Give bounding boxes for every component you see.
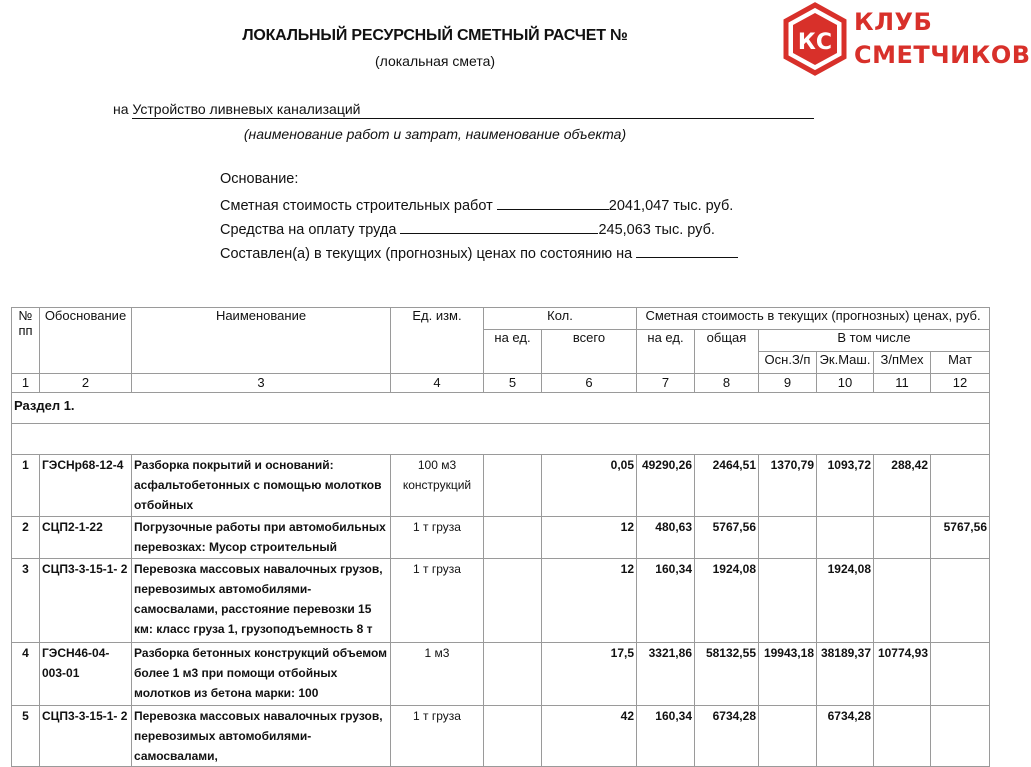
club-logo bbox=[782, 2, 1031, 78]
row-material: 5767,56 bbox=[931, 517, 990, 559]
row-wage: 1370,79 bbox=[759, 455, 817, 517]
header-mech-wage: З/пМех bbox=[874, 352, 931, 374]
table-row bbox=[12, 517, 990, 559]
row-material bbox=[931, 455, 990, 517]
row-name: Погрузочные работы при автомобильных перевозках: Мусор строительный bbox=[132, 517, 391, 559]
document-title: ЛОКАЛЬНЫЙ РЕСУРСНЫЙ СМЕТНЫЙ РАСЧЕТ № bbox=[242, 27, 628, 44]
row-qty-total: 12 bbox=[542, 517, 637, 559]
row-wage bbox=[759, 706, 817, 767]
col-number: 3 bbox=[132, 374, 391, 393]
header-material: Мат bbox=[931, 352, 990, 374]
cost-value: 2041,047 тыс. руб. bbox=[608, 198, 734, 214]
row-qty-per bbox=[484, 706, 542, 767]
header-cost-per: на ед. bbox=[637, 330, 695, 374]
row-no: 3 bbox=[12, 559, 40, 643]
section-title: Раздел 1. bbox=[12, 393, 990, 424]
row-mech-wage bbox=[874, 517, 931, 559]
section-row bbox=[12, 393, 990, 424]
document-subtitle: (локальная смета) bbox=[374, 53, 496, 69]
col-number: 2 bbox=[40, 374, 132, 393]
labor-blank bbox=[400, 219, 598, 234]
col-number: 4 bbox=[391, 374, 484, 393]
col-number: 10 bbox=[817, 374, 874, 393]
row-total: 5767,56 bbox=[695, 517, 759, 559]
cost-label: Сметная стоимость строительных работ bbox=[220, 198, 493, 214]
row-name: Разборка покрытий и оснований: асфальтобетонных с помощью молотков отбойных bbox=[132, 455, 391, 517]
row-qty-total: 17,5 bbox=[542, 643, 637, 706]
col-number: 5 bbox=[484, 374, 542, 393]
col-number: 1 bbox=[12, 374, 40, 393]
col-number: 11 bbox=[874, 374, 931, 393]
row-price-per: 3321,86 bbox=[637, 643, 695, 706]
row-mech-wage: 10774,93 bbox=[874, 643, 931, 706]
row-total: 2464,51 bbox=[695, 455, 759, 517]
row-machine: 1093,72 bbox=[817, 455, 874, 517]
table-row bbox=[12, 706, 990, 767]
row-qty-per bbox=[484, 559, 542, 643]
basis-prices-line bbox=[220, 243, 738, 262]
row-code: СЦП3-3-15-1- 2 bbox=[40, 706, 132, 767]
row-code: СЦП3-3-15-1- 2 bbox=[40, 559, 132, 643]
row-unit: 1 т груза bbox=[391, 517, 484, 559]
row-total: 6734,28 bbox=[695, 706, 759, 767]
column-number-row bbox=[12, 374, 990, 393]
spacer-row bbox=[12, 424, 990, 455]
row-unit: 1 т груза bbox=[391, 559, 484, 643]
table-row bbox=[12, 559, 990, 643]
row-machine: 38189,37 bbox=[817, 643, 874, 706]
row-no: 4 bbox=[12, 643, 40, 706]
header-wage: Осн.З/п bbox=[759, 352, 817, 374]
col-number: 12 bbox=[931, 374, 990, 393]
header-qty-per: на ед. bbox=[484, 330, 542, 374]
row-unit: 1 м3 bbox=[391, 643, 484, 706]
row-qty-per bbox=[484, 455, 542, 517]
row-total: 1924,08 bbox=[695, 559, 759, 643]
row-price-per: 160,34 bbox=[637, 559, 695, 643]
row-wage bbox=[759, 559, 817, 643]
logo-mark-text: КС bbox=[797, 30, 833, 55]
header-cost: Сметная стоимость в текущих (прогнозных) ценах, руб. bbox=[637, 308, 990, 330]
header-name: Наименование bbox=[132, 308, 391, 374]
row-machine: 1924,08 bbox=[817, 559, 874, 643]
header-qty-total: всего bbox=[542, 330, 637, 374]
prices-label: Составлен(а) в текущих (прогнозных) ценах по состоянию на bbox=[220, 246, 633, 262]
col-number: 6 bbox=[542, 374, 637, 393]
row-name: Перевозка массовых навалочных грузов, перевозимых автомобилями-самосвалами, расстояние перевозки 15 км: класс груза 1, грузоподъемность 8 т bbox=[132, 559, 391, 643]
row-name: Разборка бетонных конструкций объемом более 1 м3 при помощи отбойных молотков из бетона марки: 100 bbox=[132, 643, 391, 706]
row-machine bbox=[817, 517, 874, 559]
header-unit: Ед. изм. bbox=[391, 308, 484, 374]
ks-logo-icon bbox=[782, 2, 848, 76]
row-unit: 100 м3 конструкций bbox=[391, 455, 484, 517]
object-note: (наименование работ и затрат, наименование объекта) bbox=[243, 126, 627, 142]
row-qty-total: 0,05 bbox=[542, 455, 637, 517]
row-wage bbox=[759, 517, 817, 559]
spacer-cell bbox=[12, 424, 990, 455]
object-name: Устройство ливневых канализаций bbox=[132, 101, 814, 119]
row-code: СЦП2-1-22 bbox=[40, 517, 132, 559]
row-qty-total: 42 bbox=[542, 706, 637, 767]
row-wage: 19943,18 bbox=[759, 643, 817, 706]
row-machine: 6734,28 bbox=[817, 706, 874, 767]
object-prefix: на bbox=[113, 101, 129, 117]
header-qty: Кол. bbox=[484, 308, 637, 330]
row-material bbox=[931, 643, 990, 706]
estimate-table bbox=[11, 307, 990, 767]
logo-line-1: КЛУБ bbox=[854, 8, 933, 36]
col-number: 8 bbox=[695, 374, 759, 393]
basis-labor-line bbox=[220, 219, 715, 238]
header-basis: Обоснование bbox=[40, 308, 132, 374]
row-price-per: 480,63 bbox=[637, 517, 695, 559]
cost-blank bbox=[497, 195, 609, 210]
object-line bbox=[113, 101, 818, 119]
header-including: В том числе bbox=[759, 330, 990, 352]
row-name: Перевозка массовых навалочных грузов, перевозимых автомобилями-самосвалами, bbox=[132, 706, 391, 767]
col-number: 7 bbox=[637, 374, 695, 393]
row-qty-per bbox=[484, 643, 542, 706]
labor-label: Средства на оплату труда bbox=[220, 222, 397, 238]
header-cost-total: общая bbox=[695, 330, 759, 374]
row-price-per: 160,34 bbox=[637, 706, 695, 767]
labor-value: 245,063 тыс. руб. bbox=[598, 222, 715, 238]
row-qty-total: 12 bbox=[542, 559, 637, 643]
table-row bbox=[12, 455, 990, 517]
logo-line-2: СМЕТЧИКОВ bbox=[854, 41, 1031, 69]
row-no: 1 bbox=[12, 455, 40, 517]
basis-label: Основание: bbox=[220, 171, 299, 187]
header-no: № пп bbox=[12, 308, 40, 374]
row-total: 58132,55 bbox=[695, 643, 759, 706]
row-price-per: 49290,26 bbox=[637, 455, 695, 517]
row-mech-wage bbox=[874, 706, 931, 767]
basis-cost-line bbox=[220, 195, 733, 214]
prices-date-blank bbox=[636, 243, 738, 258]
row-code: ГЭСНр68-12-4 bbox=[40, 455, 132, 517]
row-unit: 1 т груза bbox=[391, 706, 484, 767]
row-qty-per bbox=[484, 517, 542, 559]
row-no: 2 bbox=[12, 517, 40, 559]
header-machine: Эк.Маш. bbox=[817, 352, 874, 374]
row-mech-wage bbox=[874, 559, 931, 643]
row-material bbox=[931, 559, 990, 643]
row-no: 5 bbox=[12, 706, 40, 767]
row-material bbox=[931, 706, 990, 767]
row-code: ГЭСН46-04-003-01 bbox=[40, 643, 132, 706]
table-row bbox=[12, 643, 990, 706]
col-number: 9 bbox=[759, 374, 817, 393]
row-mech-wage: 288,42 bbox=[874, 455, 931, 517]
